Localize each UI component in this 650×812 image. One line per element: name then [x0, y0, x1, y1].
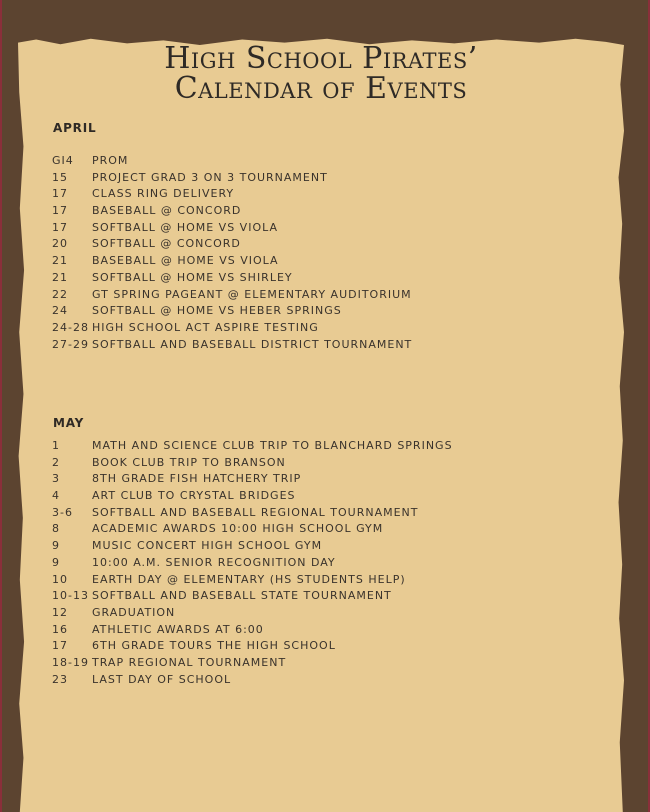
event-name: SOFTBALL @ HOME VS HEBER SPRINGS	[92, 304, 342, 318]
event-row	[52, 572, 453, 589]
event-row	[52, 337, 412, 354]
event-row	[52, 455, 453, 472]
title-line-2: Calendar of Events	[174, 71, 468, 106]
event-row	[52, 203, 412, 220]
event-date: 15	[52, 170, 68, 184]
event-row	[52, 622, 453, 639]
event-name: EARTH DAY @ ELEMENTARY (HS STUDENTS HELP)	[92, 572, 406, 586]
event-name: GRADUATION	[92, 605, 176, 619]
event-row	[52, 538, 453, 555]
event-name: TRAP REGIONAL TOURNAMENT	[92, 655, 287, 669]
event-row	[52, 505, 453, 522]
event-row	[52, 471, 453, 488]
event-name: MATH AND SCIENCE CLUB TRIP TO BLANCHARD SPRINGS	[92, 439, 453, 452]
event-date: 9	[52, 539, 60, 553]
event-row	[52, 438, 453, 455]
event-date: 8	[52, 522, 60, 536]
event-date: 3	[52, 472, 60, 486]
event-name: ATHLETIC AWARDS AT 6:00	[92, 622, 264, 636]
event-date: 16	[52, 622, 68, 636]
event-name: ACADEMIC AWARDS 10:00 HIGH SCHOOL GYM	[92, 522, 384, 536]
event-name: SOFTBALL AND BASEBALL DISTRICT TOURNAMENT	[92, 337, 413, 351]
event-row	[52, 236, 412, 253]
event-date: 3-6	[52, 505, 73, 519]
event-row	[52, 555, 453, 572]
event-date: 23	[52, 672, 68, 686]
event-row	[52, 672, 453, 689]
event-date: 10	[52, 572, 68, 586]
event-name: PROJECT GRAD 3 ON 3 TOURNAMENT	[92, 170, 328, 184]
event-row	[52, 186, 412, 203]
event-name: CLASS RING DELIVERY	[92, 187, 235, 201]
event-name: BOOK CLUB TRIP TO BRANSON	[92, 455, 286, 469]
event-name: 8TH GRADE FISH HATCHERY TRIP	[92, 472, 302, 486]
event-name: SOFTBALL AND BASEBALL REGIONAL TOURNAMENT	[92, 505, 419, 519]
event-date: 10-13	[52, 589, 89, 603]
event-name: SOFTBALL @ HOME VS VIOLA	[92, 220, 279, 234]
event-row	[52, 153, 412, 170]
may-heading: MAY	[53, 416, 85, 430]
event-name: PROM	[92, 154, 129, 167]
event-date: 1	[52, 439, 60, 452]
event-date: 2	[52, 455, 60, 469]
april-event-list	[52, 153, 412, 353]
april-heading: APRIL	[53, 121, 97, 135]
event-date: 12	[52, 605, 68, 619]
event-name: BASEBALL @ HOME VS VIOLA	[92, 254, 279, 268]
event-date: 24	[52, 304, 68, 318]
event-row	[52, 287, 412, 304]
event-date: 4	[52, 489, 60, 503]
event-date: 27-29	[52, 337, 89, 351]
event-date: 21	[52, 270, 68, 284]
event-name: BASEBALL @ CONCORD	[92, 204, 242, 218]
event-name: MUSIC CONCERT HIGH SCHOOL GYM	[92, 539, 323, 553]
event-date: 20	[52, 237, 68, 251]
event-row	[52, 270, 412, 287]
event-date: 17	[52, 220, 68, 234]
event-row	[52, 655, 453, 672]
event-row	[52, 303, 412, 320]
event-row	[52, 170, 412, 187]
event-name: SOFTBALL @ HOME VS SHIRLEY	[92, 270, 293, 284]
event-date: 17	[52, 187, 68, 201]
event-name: 6TH GRADE TOURS THE HIGH SCHOOL	[92, 639, 336, 653]
event-row	[52, 253, 412, 270]
event-date: 9	[52, 555, 60, 569]
event-row	[52, 521, 453, 538]
event-date: 17	[52, 204, 68, 218]
event-name: 10:00 A.M. SENIOR RECOGNITION DAY	[92, 555, 336, 569]
event-name: SOFTBALL AND BASEBALL STATE TOURNAMENT	[92, 589, 392, 603]
event-name: ART CLUB TO CRYSTAL BRIDGES	[92, 489, 296, 503]
event-date: 24-28	[52, 320, 89, 334]
title-line-1: High School Pirates’	[164, 41, 478, 76]
event-date: 18-19	[52, 655, 89, 669]
event-row	[52, 638, 453, 655]
event-row	[52, 488, 453, 505]
event-row	[52, 320, 412, 337]
event-date: 21	[52, 254, 68, 268]
event-name: SOFTBALL @ CONCORD	[92, 237, 241, 251]
event-row	[52, 588, 453, 605]
event-name: HIGH SCHOOL ACT ASPIRE TESTING	[92, 320, 319, 334]
page-title	[18, 41, 624, 106]
event-row	[52, 605, 453, 622]
may-event-list	[52, 438, 453, 688]
event-date: 22	[52, 287, 68, 301]
event-row	[52, 220, 412, 237]
event-date: GI4	[52, 154, 74, 167]
event-name: GT SPRING PAGEANT @ ELEMENTARY AUDITORIUM	[92, 287, 412, 301]
event-date: 17	[52, 639, 68, 653]
event-name: LAST DAY OF SCHOOL	[92, 672, 232, 686]
